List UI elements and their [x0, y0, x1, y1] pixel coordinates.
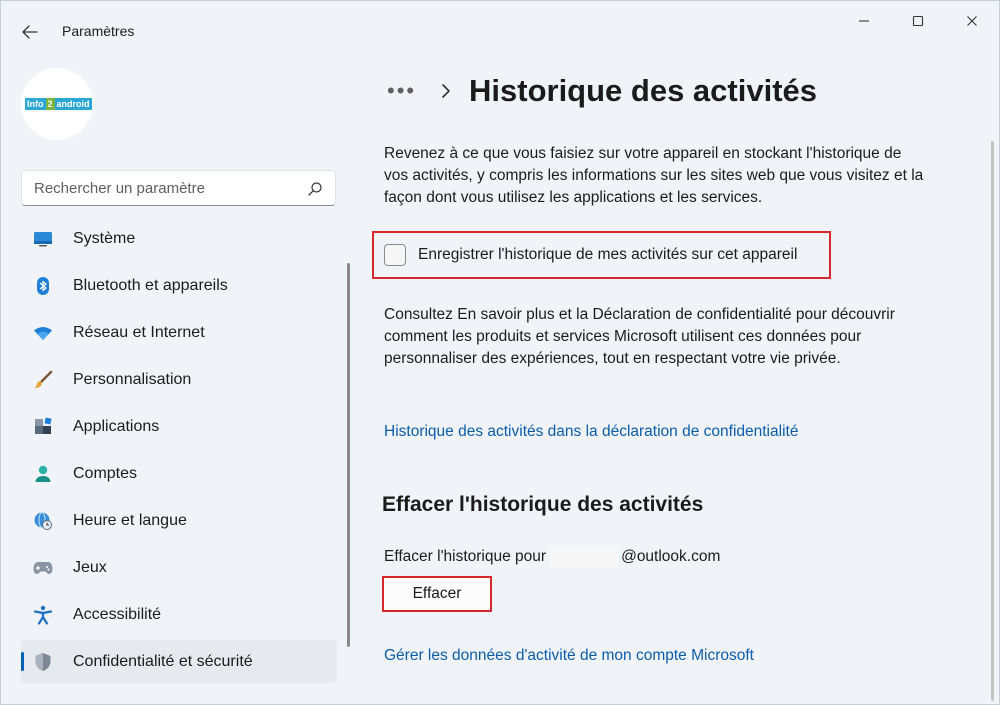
- main-scrollbar[interactable]: [991, 141, 994, 701]
- clear-history-text: [384, 547, 720, 567]
- clear-section-title: Effacer l'historique des activités: [382, 493, 704, 516]
- privacy-text: Consultez En savoir plus et la Déclaration de confidentialité pour découvrir comment les produits et services Microsoft utilisent ces données pour personnaliser des expériences, tout en respectant votre vie privée.: [384, 306, 895, 367]
- email-suffix: @outlook.com: [621, 548, 721, 565]
- sidebar-item-label: Jeux: [73, 558, 107, 576]
- wifi-icon: [33, 323, 53, 343]
- sidebar-item-label: Système: [73, 229, 136, 247]
- intro-text: Revenez à ce que vous faisiez sur votre appareil en stockant l'historique de vos activités, y compris les informations sur les sites web que vous visitez et la façon dont vous utilisez les applications et les services.: [384, 145, 924, 206]
- redacted-username: [550, 547, 618, 567]
- maximize-button[interactable]: [891, 1, 945, 41]
- close-icon: [966, 15, 978, 27]
- title-bar: [1, 1, 1000, 57]
- manage-activity-data-link[interactable]: Gérer les données d'activité de mon compte Microsoft: [384, 647, 754, 664]
- minimize-button[interactable]: [837, 1, 891, 41]
- back-button[interactable]: [15, 17, 45, 47]
- info2android-logo: [25, 97, 89, 111]
- monitor-icon: [33, 229, 53, 249]
- sidebar-item-systeme[interactable]: [21, 217, 337, 260]
- globe-clock-icon: [33, 511, 53, 531]
- sidebar-nav: [21, 217, 337, 687]
- sidebar-item-reseau[interactable]: [21, 311, 337, 354]
- close-button[interactable]: [945, 1, 999, 41]
- sidebar-item-accessibilite[interactable]: [21, 593, 337, 636]
- clear-button[interactable]: Effacer: [382, 576, 492, 612]
- sidebar-item-personnalisation[interactable]: [21, 358, 337, 401]
- sidebar-item-label: Confidentialité et sécurité: [73, 652, 253, 670]
- profile-avatar[interactable]: [21, 68, 93, 140]
- accessibility-icon: [33, 605, 53, 625]
- app-title: Paramètres: [62, 23, 135, 39]
- sidebar-item-label: Accessibilité: [73, 605, 162, 623]
- bluetooth-icon: [33, 276, 53, 296]
- activity-history-checkbox-row[interactable]: [372, 231, 831, 279]
- apps-icon: [33, 417, 53, 437]
- clear-prefix: Effacer l'historique pour: [384, 548, 547, 565]
- sidebar-item-jeux[interactable]: [21, 546, 337, 589]
- privacy-statement-link[interactable]: Historique des activités dans la déclaration de confidentialité: [384, 423, 799, 440]
- activity-history-checkbox[interactable]: [384, 244, 406, 266]
- sidebar-item-heure-langue[interactable]: [21, 499, 337, 542]
- selection-indicator: [21, 652, 24, 671]
- sidebar-item-label: Personnalisation: [73, 370, 192, 388]
- search-icon[interactable]: [307, 181, 323, 197]
- search-input[interactable]: [34, 173, 304, 203]
- logo-text-android: android: [56, 99, 90, 109]
- sidebar-item-confidentialite[interactable]: [21, 640, 337, 683]
- sidebar-item-applications[interactable]: [21, 405, 337, 448]
- logo-text-2: 2: [47, 99, 53, 109]
- sidebar-item-comptes[interactable]: [21, 452, 337, 495]
- back-arrow-icon: [22, 25, 38, 39]
- maximize-icon: [912, 15, 924, 27]
- sidebar-item-label: Comptes: [73, 464, 138, 482]
- gamepad-icon: [33, 558, 53, 578]
- breadcrumb-ellipsis[interactable]: •••: [387, 78, 417, 103]
- sidebar-item-bluetooth[interactable]: [21, 264, 337, 307]
- page-title: Historique des activités: [469, 73, 818, 108]
- sidebar-scrollbar[interactable]: [347, 263, 350, 647]
- sidebar-item-label: Applications: [73, 417, 160, 435]
- shield-icon: [33, 652, 53, 672]
- breadcrumb: [387, 69, 817, 113]
- sidebar-item-label: Réseau et Internet: [73, 323, 205, 341]
- sidebar-item-label: Bluetooth et appareils: [73, 276, 228, 294]
- checkbox-label: Enregistrer l'historique de mes activités sur cet appareil: [418, 246, 798, 263]
- sidebar-item-label: Heure et langue: [73, 511, 187, 529]
- logo-text-info: Info: [27, 99, 44, 109]
- brush-icon: [33, 370, 53, 390]
- minimize-icon: [858, 15, 870, 27]
- search-box: [21, 170, 336, 206]
- chevron-right-icon: [441, 83, 451, 99]
- person-icon: [33, 464, 53, 484]
